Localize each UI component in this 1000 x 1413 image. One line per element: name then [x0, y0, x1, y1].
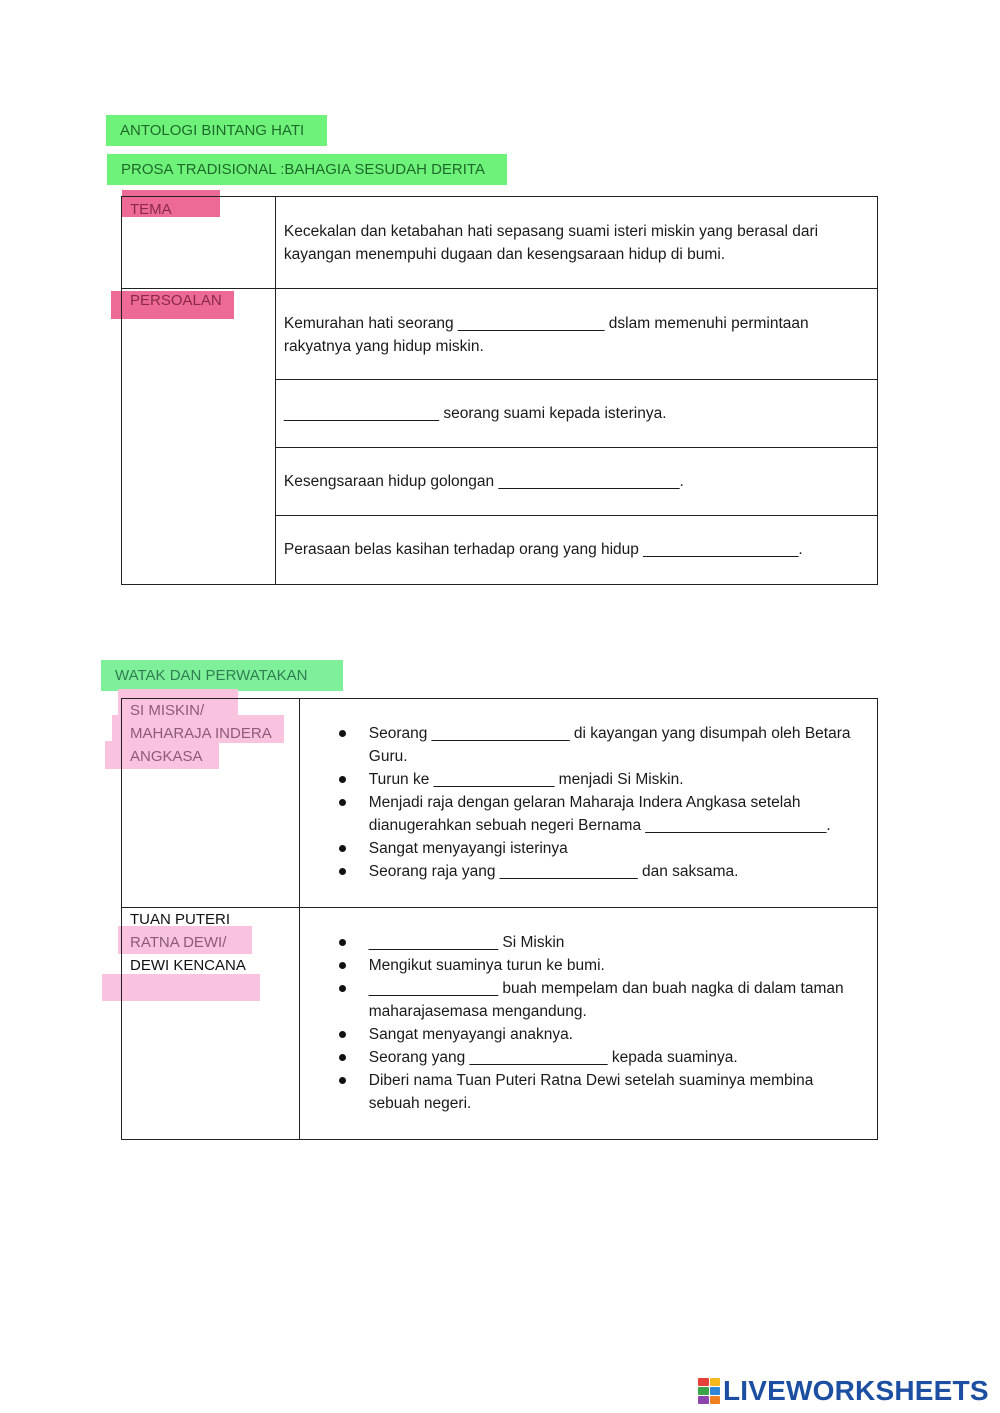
character-name-line: TUAN PUTERI	[130, 911, 231, 928]
persoalan-item: Kemurahan hati seorang _________________ dslam memenuhi permintaan rakyatnya yang hidup miskin.	[283, 315, 809, 355]
character-name-line: DEWI KENCANA	[130, 957, 246, 974]
persoalan-item: Perasaan belas kasihan terhadap orang yang hidup __________________.	[283, 541, 803, 558]
tema-label: TEMA	[130, 201, 172, 218]
trait-item: Diberi nama Tuan Puteri Ratna Dewi setelah suaminya membina sebuah negeri.	[369, 1069, 859, 1115]
watak-table	[121, 698, 878, 1140]
trait-item: Seorang ________________ di kayangan yang disumpah oleh Betara Guru.	[369, 722, 859, 768]
trait-item: Sangat menyayangi anaknya.	[369, 1023, 859, 1046]
trait-item: Seorang raja yang ________________ dan saksama.	[369, 860, 859, 883]
tema-persoalan-table	[121, 196, 878, 585]
trait-item: _______________ Si Miskin	[369, 931, 859, 954]
liveworksheets-logo-icon	[698, 1378, 720, 1404]
tema-text: Kecekalan dan ketabahan hati sepasang suami isteri miskin yang berasal dari kayangan menempuhi dugaan dan kesengsaraan hidup di bumi.	[283, 223, 819, 263]
watak-section-title: WATAK DAN PERWATAKAN	[101, 660, 343, 691]
trait-item: Seorang yang ________________ kepada suaminya.	[369, 1046, 859, 1069]
persoalan-label: PERSOALAN	[130, 292, 222, 309]
tema-row	[122, 197, 878, 289]
character-name-line: ANGKASA	[130, 748, 203, 765]
logo-tile	[710, 1396, 721, 1404]
brand-name: LIVEWORKSHEETS	[723, 1375, 989, 1406]
trait-item: Mengikut suaminya turun ke bumi.	[369, 954, 859, 977]
trait-item: Menjadi raja dengan gelaran Maharaja Indera Angkasa setelah dianugerahkan sebuah negeri Bernama _____________________.	[369, 791, 859, 837]
persoalan-item: __________________ seorang suami kepada isterinya.	[283, 405, 667, 422]
character-traits	[300, 931, 859, 1115]
logo-tile	[698, 1378, 709, 1386]
character-row	[122, 908, 878, 1140]
logo-tile	[710, 1378, 721, 1386]
logo-tile	[698, 1387, 709, 1395]
character-name-line: MAHARAJA INDERA	[130, 725, 272, 742]
character-row	[122, 699, 878, 908]
logo-tile	[710, 1387, 721, 1395]
character-traits	[300, 722, 859, 883]
persoalan-row	[122, 289, 878, 380]
logo-tile	[698, 1396, 709, 1404]
trait-item: _______________ buah mempelam dan buah nagka di dalam taman maharajasemasa mengandung.	[369, 977, 859, 1023]
persoalan-item: Kesengsaraan hidup golongan _____________________.	[283, 473, 684, 490]
worksheet-subtitle: PROSA TRADISIONAL :BAHAGIA SESUDAH DERITA	[107, 154, 507, 185]
trait-item: Sangat menyayangi isterinya	[369, 837, 859, 860]
character-name-line: RATNA DEWI/	[130, 934, 227, 951]
trait-item: Turun ke ______________ menjadi Si Miskin.	[369, 768, 859, 791]
liveworksheets-brand[interactable]	[698, 1376, 989, 1406]
worksheet-title: ANTOLOGI BINTANG HATI	[106, 115, 327, 146]
character-name-line: SI MISKIN/	[130, 702, 205, 719]
